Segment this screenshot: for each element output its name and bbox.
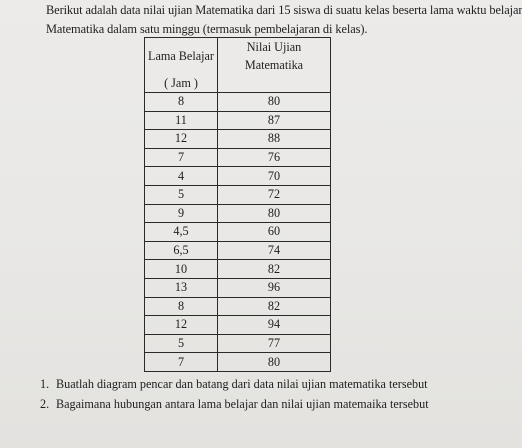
intro-line-1: Berikut adalah data nilai ujian Matematika dari 15 siswa di suatu kelas beserta lama waktu belajar — [46, 3, 522, 17]
table-header-row — [145, 38, 331, 75]
header-nilai-ujian: Nilai Ujian Matematika — [218, 38, 331, 75]
cell-lama-belajar: 7 — [145, 353, 218, 372]
cell-lama-belajar: 5 — [145, 334, 218, 353]
cell-nilai-ujian: 70 — [218, 167, 331, 186]
question-list — [24, 374, 464, 414]
table-row — [145, 241, 331, 260]
question-number: 2. — [40, 397, 50, 411]
table-row — [145, 353, 331, 372]
table-row — [145, 111, 331, 130]
cell-nilai-ujian: 74 — [218, 241, 331, 260]
cell-nilai-ujian: 94 — [218, 316, 331, 335]
cell-lama-belajar: 7 — [145, 148, 218, 167]
cell-lama-belajar: 8 — [145, 93, 218, 112]
table-row — [145, 148, 331, 167]
cell-lama-belajar: 4,5 — [145, 223, 218, 242]
cell-nilai-ujian: 88 — [218, 130, 331, 149]
table-row — [145, 185, 331, 204]
question-number: 1. — [40, 377, 50, 391]
cell-lama-belajar: 12 — [145, 316, 218, 335]
header-nilai-blank — [218, 74, 331, 93]
table-row — [145, 260, 331, 279]
cell-nilai-ujian: 80 — [218, 353, 331, 372]
cell-lama-belajar: 6,5 — [145, 241, 218, 260]
cell-lama-belajar: 12 — [145, 130, 218, 149]
table-row — [145, 93, 331, 112]
table-row — [145, 334, 331, 353]
intro-line-2: Matematika dalam satu minggu (termasuk pembelajaran di kelas). — [46, 22, 368, 36]
cell-nilai-ujian: 80 — [218, 93, 331, 112]
table-row — [145, 130, 331, 149]
table-row — [145, 316, 331, 335]
table-row — [145, 167, 331, 186]
cell-lama-belajar: 11 — [145, 111, 218, 130]
cell-nilai-ujian: 60 — [218, 223, 331, 242]
intro-paragraph — [46, 1, 522, 39]
cell-nilai-ujian: 77 — [218, 334, 331, 353]
cell-nilai-ujian: 87 — [218, 111, 331, 130]
table-row — [145, 223, 331, 242]
question-item — [24, 394, 464, 414]
table-header-row-2 — [145, 74, 331, 93]
cell-lama-belajar: 9 — [145, 204, 218, 223]
cell-lama-belajar: 4 — [145, 167, 218, 186]
cell-nilai-ujian: 80 — [218, 204, 331, 223]
header-jam-unit: ( Jam ) — [145, 74, 218, 93]
cell-nilai-ujian: 82 — [218, 260, 331, 279]
cell-lama-belajar: 13 — [145, 278, 218, 297]
table-row — [145, 278, 331, 297]
question-text: Buatlah diagram pencar dan batang dari data nilai ujian matematika tersebut — [56, 377, 428, 391]
question-item — [24, 374, 464, 394]
header-lama-belajar: Lama Belajar — [145, 38, 218, 75]
cell-lama-belajar: 10 — [145, 260, 218, 279]
cell-lama-belajar: 5 — [145, 185, 218, 204]
cell-nilai-ujian: 72 — [218, 185, 331, 204]
table-row — [145, 204, 331, 223]
cell-nilai-ujian: 96 — [218, 278, 331, 297]
cell-nilai-ujian: 82 — [218, 297, 331, 316]
table-row — [145, 297, 331, 316]
cell-lama-belajar: 8 — [145, 297, 218, 316]
question-text: Bagaimana hubungan antara lama belajar dan nilai ujian matemaika tersebut — [56, 397, 429, 411]
cell-nilai-ujian: 76 — [218, 148, 331, 167]
data-table — [144, 37, 331, 372]
